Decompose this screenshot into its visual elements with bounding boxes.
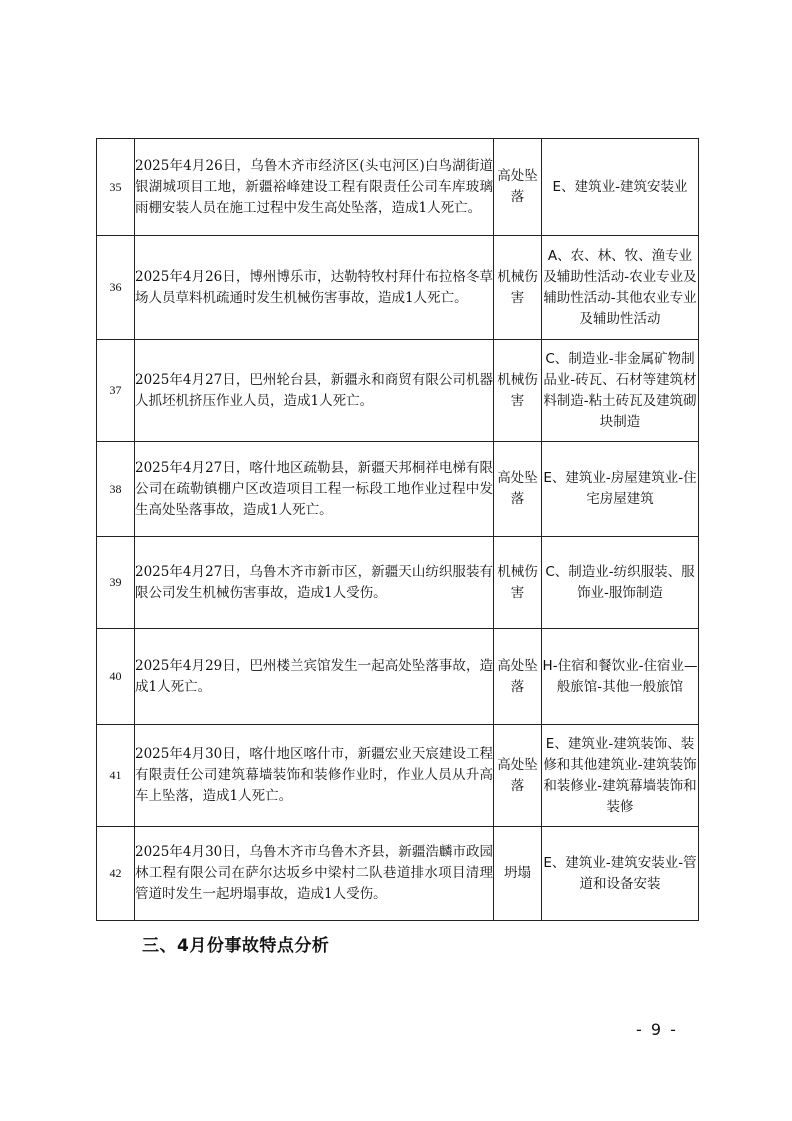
industry-category: E、建筑业-建筑安装业 (542, 139, 699, 236)
accident-type: 高处坠落 (494, 139, 542, 236)
accident-description: 2025年4月26日，博州博乐市，达勒特牧村拜什布拉格冬草场人员草料机疏通时发生机械伤害事故，造成1人死亡。 (135, 236, 494, 340)
accident-type: 高处坠落 (494, 442, 542, 537)
industry-category: E、建筑业-房屋建筑业-住宅房屋建筑 (542, 442, 699, 537)
industry-category: E、建筑业-建筑安装业-管道和设备安装 (542, 827, 699, 921)
accident-description: 2025年4月27日，喀什地区疏勒县，新疆天邦桐祥电梯有限公司在疏勒镇棚户区改造项目工程一标段工地作业过程中发生高处坠落事故，造成1人死亡。 (135, 442, 494, 537)
accident-table (96, 138, 699, 921)
industry-category: A、农、林、牧、渔专业及辅助性活动-农业专业及辅助性活动-其他农业专业及辅助性活动 (542, 236, 699, 340)
row-number: 40 (97, 629, 135, 725)
row-number: 35 (97, 139, 135, 236)
accident-description: 2025年4月30日，乌鲁木齐市乌鲁木齐县，新疆浩麟市政园林工程有限公司在萨尔达坂乡中梁村二队巷道排水项目清理管道时发生一起坍塌事故，造成1人受伤。 (135, 827, 494, 921)
industry-category: C、制造业-纺织服装、服饰业-服饰制造 (542, 537, 699, 629)
industry-category: H-住宿和餐饮业-住宿业—般旅馆-其他一般旅馆 (542, 629, 699, 725)
table-row (97, 629, 699, 725)
accident-description: 2025年4月27日，巴州轮台县，新疆永和商贸有限公司机器人抓坯机挤压作业人员，造成1人死亡。 (135, 340, 494, 442)
accident-type: 坍塌 (494, 827, 542, 921)
row-number: 37 (97, 340, 135, 442)
table-row (97, 442, 699, 537)
accident-type: 机械伤害 (494, 340, 542, 442)
table-row (97, 725, 699, 827)
row-number: 41 (97, 725, 135, 827)
table-row (97, 537, 699, 629)
industry-category: E、建筑业-建筑装饰、装修和其他建筑业-建筑装饰和装修业-建筑幕墙装饰和装修 (542, 725, 699, 827)
accident-description: 2025年4月27日，乌鲁木齐市新市区，新疆天山纺织服装有限公司发生机械伤害事故，造成1人受伤。 (135, 537, 494, 629)
table-row (97, 340, 699, 442)
table-row (97, 827, 699, 921)
page-number: - 9 - (636, 1020, 678, 1039)
row-number: 39 (97, 537, 135, 629)
accident-type: 高处坠落 (494, 629, 542, 725)
row-number: 36 (97, 236, 135, 340)
industry-category: C、制造业-非金属矿物制品业-砖瓦、石材等建筑材料制造-粘土砖瓦及建筑砌块制造 (542, 340, 699, 442)
accident-type: 机械伤害 (494, 537, 542, 629)
section-heading: 三、4月份事故特点分析 (142, 936, 330, 956)
accident-type: 高处坠落 (494, 725, 542, 827)
accident-type: 机械伤害 (494, 236, 542, 340)
table-row (97, 236, 699, 340)
accident-description: 2025年4月30日，喀什地区喀什市，新疆宏业天宸建设工程有限责任公司建筑幕墙装饰和装修作业时，作业人员从升高车上坠落，造成1人死亡。 (135, 725, 494, 827)
row-number: 42 (97, 827, 135, 921)
row-number: 38 (97, 442, 135, 537)
table-row (97, 139, 699, 236)
accident-description: 2025年4月26日，乌鲁木齐市经济区(头屯河区)白鸟湖街道银湖城项目工地，新疆裕峰建设工程有限责任公司车库玻璃雨棚安装人员在施工过程中发生高处坠落，造成1人死亡。 (135, 139, 494, 236)
accident-description: 2025年4月29日，巴州楼兰宾馆发生一起高处坠落事故，造成1人死亡。 (135, 629, 494, 725)
